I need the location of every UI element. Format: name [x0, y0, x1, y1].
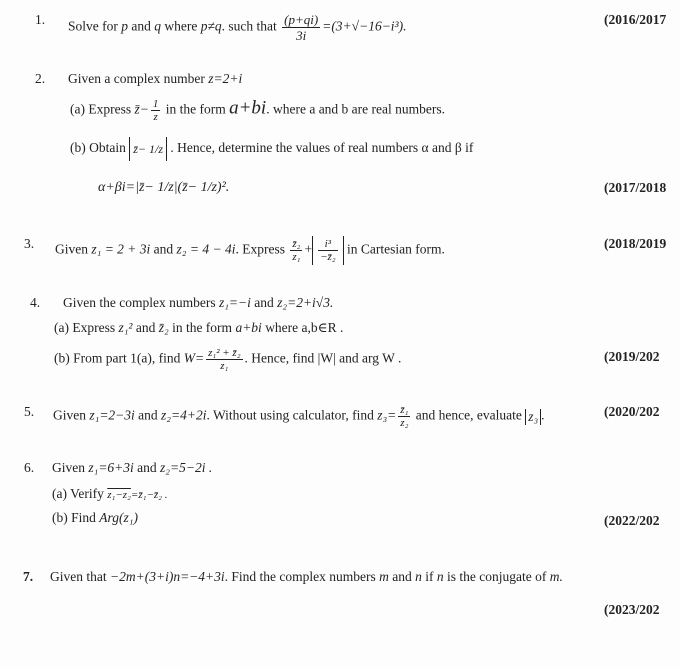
denominator: −z̄₂ [320, 251, 336, 263]
math: z₃= [377, 407, 397, 423]
question-text [50, 569, 563, 585]
text: . where a and b are real numbers. [266, 101, 446, 117]
text: and [131, 18, 151, 34]
part-a [54, 320, 343, 336]
math: Arg(z₁) [99, 510, 138, 525]
question-text [53, 404, 545, 429]
modulus: z̄− 1/z [129, 137, 167, 161]
label: (b) [70, 140, 86, 156]
modulus: z₃ [525, 409, 541, 425]
fraction [318, 238, 338, 263]
label: (b) [52, 510, 68, 525]
math: W= [183, 350, 205, 366]
text: Given [53, 407, 86, 423]
year-label: (2016/2017 [604, 12, 667, 27]
label: (a) [54, 320, 69, 335]
text: . Hence, determine the values of real numbers α and β if [170, 140, 474, 156]
year-label: (2018/2019 [604, 236, 667, 251]
math: a+bi [235, 320, 262, 335]
text: Express [72, 320, 116, 335]
denominator: z [153, 111, 158, 123]
math: z̄₂ [158, 320, 169, 335]
text: in Cartesian form. [346, 241, 445, 257]
numerator: i³ [318, 238, 338, 251]
math: z₁=6+3i [88, 460, 134, 475]
math: a+bi [229, 97, 267, 119]
text: in the form [165, 101, 226, 117]
denominator: z₁ [220, 360, 229, 372]
label: (a) [52, 486, 67, 501]
numerator: z̄₂ [292, 238, 301, 250]
math: z₂=2+i√3. [277, 295, 334, 310]
denominator: z₂ [400, 417, 409, 429]
math: n [436, 569, 444, 584]
question-number: 5. [24, 404, 35, 419]
text: . such that [221, 18, 277, 34]
fraction [398, 404, 410, 429]
text: Obtain [89, 140, 126, 156]
math: z₂=5−2i . [160, 460, 213, 475]
numerator: z̄₁ [400, 404, 409, 416]
text: Given [55, 241, 88, 257]
text: . [541, 407, 545, 423]
label: (b) [54, 350, 70, 366]
math: n [415, 569, 422, 584]
math: =(3+√−16−i³). [322, 18, 407, 34]
part-b [52, 510, 138, 526]
math: z=2+i [208, 71, 243, 86]
math: m [379, 569, 389, 584]
equation: α+βi=|z̄− 1/z|(z̄− 1/z)². [98, 180, 230, 195]
text: and [137, 460, 157, 475]
numerator: z₁² + z̄₂ [208, 347, 241, 359]
part-b [54, 347, 401, 372]
math: z₂ = 4 − 4i [176, 241, 236, 257]
text: From part 1(a), find [73, 350, 181, 366]
part-a [52, 486, 167, 503]
math: m. [549, 569, 563, 584]
year-label: (2019/202 [604, 349, 660, 364]
question-stem [52, 460, 212, 476]
text: . Express [235, 241, 285, 257]
year-label: (2017/2018 [604, 180, 667, 195]
question-stem [63, 295, 333, 311]
math: q [154, 18, 161, 34]
question-number: 7. [23, 569, 34, 584]
text: in the form [172, 320, 233, 335]
math: z₁−z₂ [107, 489, 131, 501]
math: z₁=−i [218, 295, 251, 310]
fraction [151, 98, 161, 123]
text: + [304, 241, 313, 257]
question-text [55, 236, 445, 265]
question-number: 1. [35, 12, 46, 27]
question-stem [68, 71, 242, 87]
numerator: (p+qi) [284, 12, 319, 27]
fraction [290, 238, 302, 263]
text: and [392, 569, 412, 584]
text: and [135, 320, 156, 335]
text: . Find the complex numbers [224, 569, 376, 584]
year-label: (2020/202 [604, 404, 660, 419]
question-number: 3. [24, 236, 35, 251]
fraction [206, 347, 242, 372]
text: where a,b∈R . [265, 320, 344, 335]
fraction [282, 12, 320, 43]
text: and [153, 241, 174, 257]
math: z₁=2−3i [89, 407, 135, 423]
question-number: 4. [30, 295, 41, 310]
text: and [138, 407, 158, 423]
part-a [70, 98, 445, 123]
part-b [70, 137, 473, 161]
denominator: 3i [296, 28, 307, 43]
math: p [121, 18, 128, 34]
text: if [425, 569, 434, 584]
question-number: 6. [24, 460, 35, 475]
denominator: z₁ [292, 251, 301, 263]
math: p≠q [200, 18, 222, 34]
label: (a) [70, 101, 85, 117]
text: Given the complex numbers [63, 295, 216, 310]
text: Given [52, 460, 85, 475]
text: is the conjugate of [447, 569, 547, 584]
text: and hence, evaluate [415, 407, 522, 423]
question-number: 2. [35, 71, 46, 86]
year-label: (2022/202 [604, 513, 660, 528]
question-text [68, 12, 406, 43]
text: Verify [70, 486, 104, 501]
text: where [164, 18, 198, 34]
math: z₁² [118, 320, 133, 335]
math: z̄− [134, 101, 149, 117]
math: =z̄₁−z̄₂ . [130, 489, 168, 501]
year-label: (2023/202 [604, 602, 660, 617]
text: Find [71, 510, 96, 525]
text: and [254, 295, 274, 310]
text: Given a complex number [68, 71, 205, 86]
text: . Without using calculator, find [206, 407, 374, 423]
text: Given that [50, 569, 107, 584]
modulus [312, 236, 344, 265]
math: −2m+(3+i)n=−4+3i [110, 569, 225, 584]
text: Solve for [68, 18, 118, 34]
text: . Hence, find |W| and arg W . [244, 350, 402, 366]
text: Express [88, 101, 132, 117]
math: z₁ = 2 + 3i [91, 241, 151, 257]
math: z₂=4+2i [161, 407, 207, 423]
numerator: 1 [152, 98, 159, 110]
